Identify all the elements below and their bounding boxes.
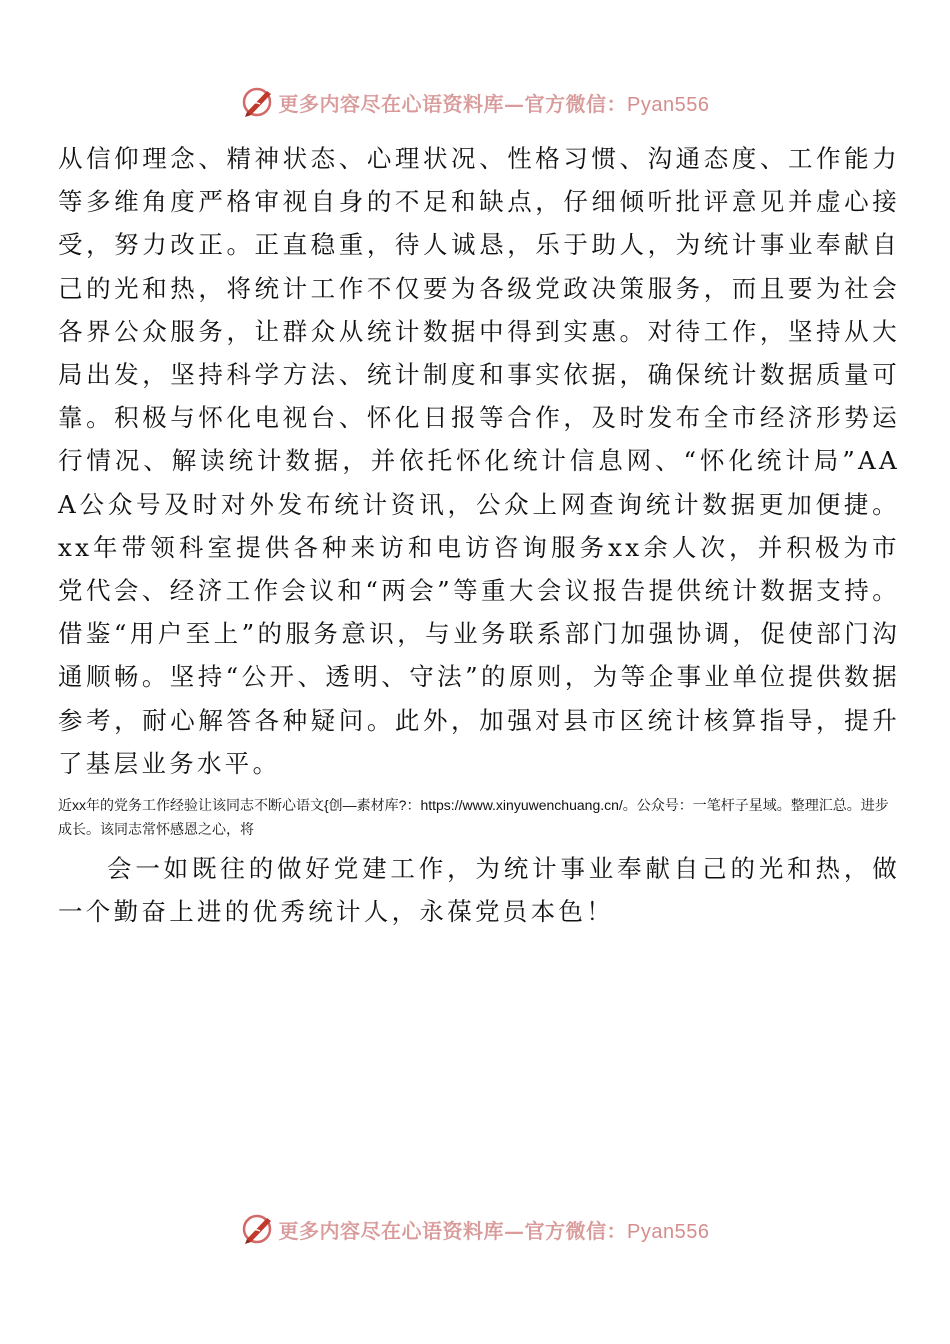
footer-banner-label: 更多内容尽在心语资料库—官方微信： [278, 1218, 628, 1243]
header-banner-label: 更多内容尽在心语资料库—官方微信： [278, 91, 628, 116]
header-banner [0, 80, 950, 124]
header-banner-text [279, 88, 710, 117]
footer-banner [0, 1207, 950, 1251]
closing-paragraph: 会一如既往的做好党建工作，为统计事业奉献自己的光和热，做一个勤奋上进的优秀统计人，永葆党员本色！ [58, 854, 900, 927]
footer-wechat-handle: Pyan556 [627, 1220, 710, 1243]
pen-logo-icon [241, 1212, 275, 1246]
footer-banner-text [279, 1215, 710, 1244]
small-print-paragraph: 近xx年的党务工作经验让该同志不断心语文{创—素材库?：https://www.xinyuwenchuang.cn/。公众号：一笔杆子星域。整理汇总。进步成长。该同志常怀感恩之心，将 [58, 797, 889, 838]
header-wechat-handle: Pyan556 [627, 93, 710, 116]
document-body [58, 137, 900, 933]
pen-logo-icon [241, 85, 275, 119]
main-paragraph: 从信仰理念、精神状态、心理状况、性格习惯、沟通态度、工作能力等多维角度严格审视自身的不足和缺点，仔细倾听批评意见并虚心接受，努力改正。正直稳重，待人诚恳，乐于助人，为统计事业奉献自己的光和热，将统计工作不仅要为各级党政决策服务，而且要为社会各界公众服务，让群众从统计数据中得到实惠。对待工作，坚持从大局出发，坚持科学方法、统计制度和事实依据，确保统计数据质量可靠。积极与怀化电视台、怀化日报等合作，及时发布全市经济形势运行情况、解读统计数据，并依托怀化统计信息网、“怀化统计局”AAA公众号及时对外发布统计资讯，公众上网查询统计数据更加便捷。xx年带领科室提供各种来访和电访咨询服务xx余人次，并积极为市党代会、经济工作会议和“两会”等重大会议报告提供统计数据支持。借鉴“用户至上”的服务意识，与业务联系部门加强协调，促使部门沟通顺畅。坚持“公开、透明、守法”的原则，为等企事业单位提供数据参考，耐心解答各种疑问。此外，加强对县市区统计核算指导，提升了基层业务水平。 [58, 144, 900, 778]
